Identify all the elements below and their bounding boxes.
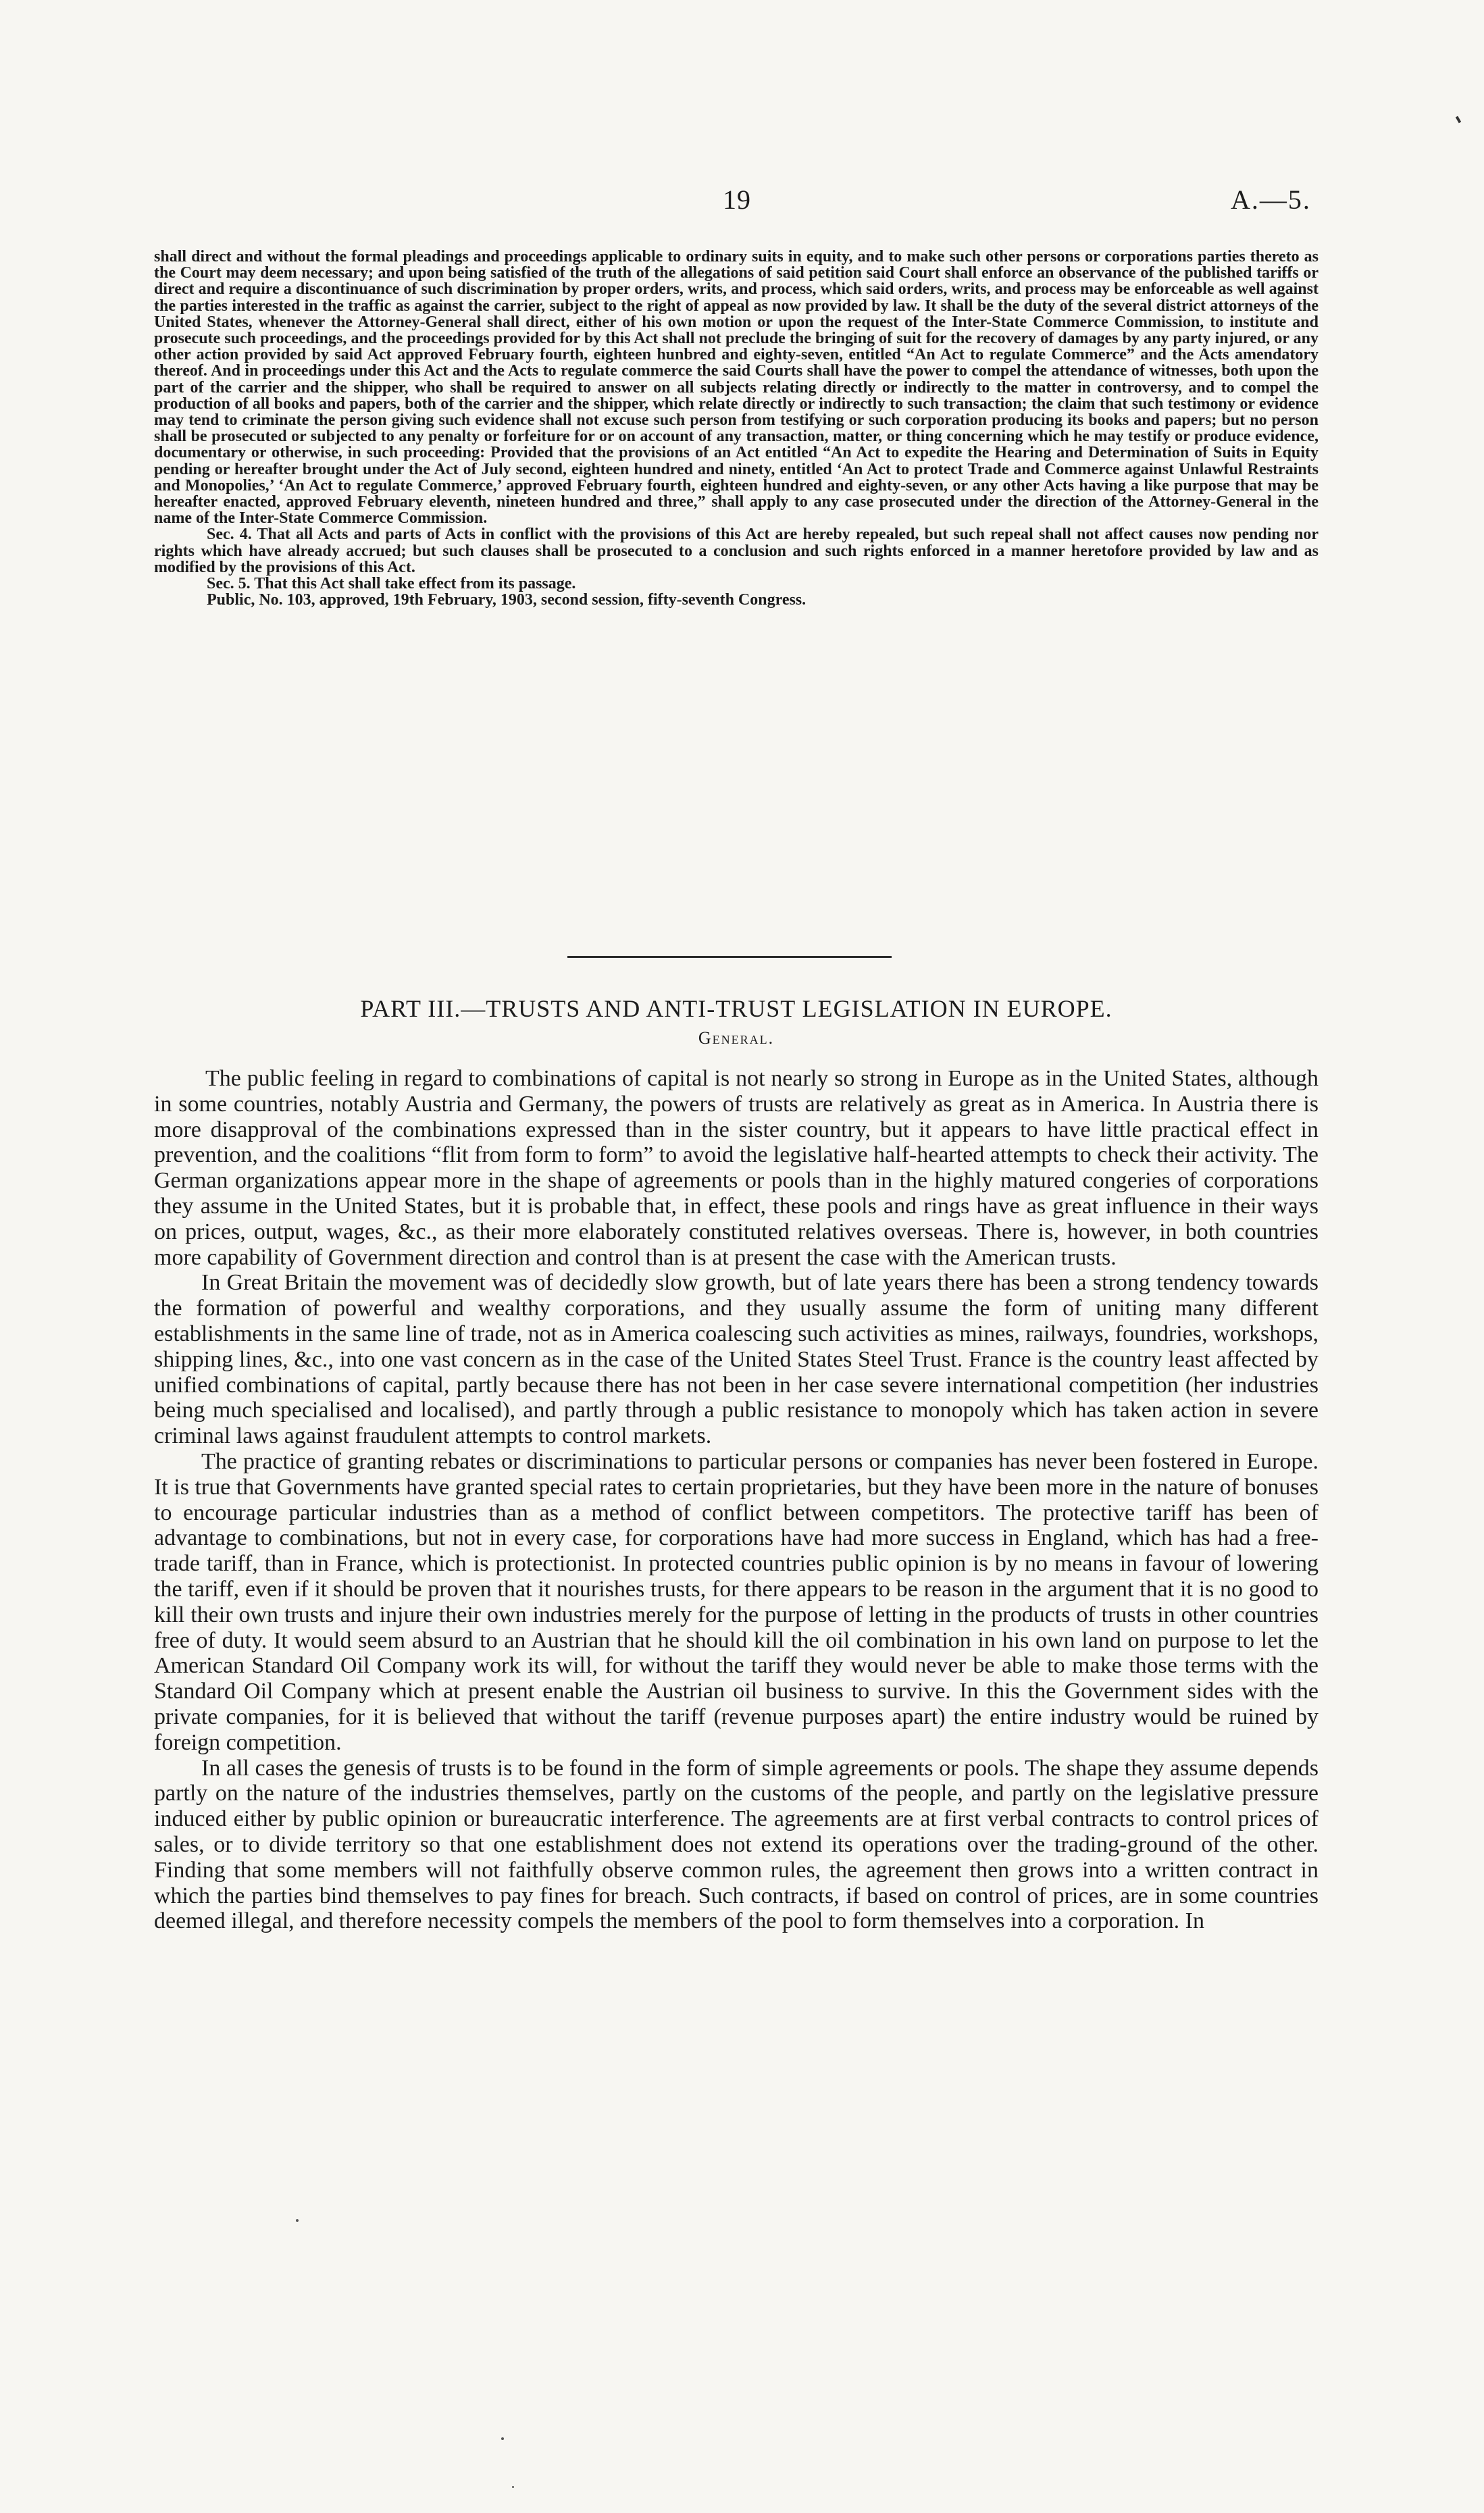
- scan-speck: [296, 2219, 299, 2222]
- statute-text-block: [154, 249, 1319, 608]
- statute-paragraph-continued: shall direct and without the formal pleadings and proceedings applicable to ordinary suits in equity, and to make such other persons or corporations parties thereto as the Court may deem necessary; and upon being satisfied of the truth of the allegations of said petition said Court shall enforce an observance of the published tariffs or direct and require a discontinuance of such discrimination by proper orders, writs, and process, which said orders, writs, and process may be enforceable as well against the parties interested in the traffic as against the carrier, subject to the right of appeal as now provided by law. It shall be the duty of the several district attorneys of the United States, whenever the Attorney-General shall direct, either of his own motion or upon the request of the Inter-State Commerce Commission, to institute and prosecute such proceedings, and the proceedings provided for by this Act shall not preclude the bringing of suit for the recovery of damages by any party injured, or any other action provided by said Act approved February fourth, eighteen hunbred and eighty-seven, entitled “An Act to regulate Commerce” and the Acts amendatory thereof. And in proceedings under this Act and the Acts to regulate commerce the said Courts shall have the power to compel the attendance of witnesses, both upon the part of the carrier and the shipper, who shall be required to answer on all subjects relating directly or indirectly to the matter in controversy, and to compel the production of all books and papers, both of the carrier and the shipper, which relate directly or indirectly to such transaction; the claim that such testimony or evidence may tend to criminate the person giving such evidence shall not excuse such person from testifying or such corporation producing its books and papers; but no person shall be prosecuted or subjected to any penalty or forfeiture for or on account of any transaction, matter, or thing concerning which he may testify or produce evidence, documentary or otherwise, in such proceeding: Provided that the provisions of an Act entitled “An Act to expedite the Hearing and Determination of Suits in Equity pending or hereafter brought under the Act of July second, eighteen hundred and ninety, entitled ‘An Act to protect Trade and Commerce against Unlawful Restraints and Monopolies,’ ‘An Act to regulate Commerce,’ approved February fourth, eighteen hundred and eighty-seven, or any other Acts having a like purpose that may be hereafter enacted, approved February eleventh, nineteen hundred and three,” shall apply to any case prosecuted under the direction of the Attorney-General in the name of the Inter-State Commerce Commission.: [154, 248, 1319, 528]
- part-heading: PART III.—TRUSTS AND ANTI-TRUST LEGISLATION IN EUROPE.: [360, 995, 1112, 1022]
- body-text-block: [154, 1066, 1319, 1934]
- paper-number: A.—5.: [1231, 184, 1311, 215]
- stray-mark: [1456, 116, 1461, 124]
- body-paragraph: In Great Britain the movement was of decidedly slow growth, but of late years there has been a strong tendency towards the formation of powerful and wealthy corporations, and they usually assume the form of uniting many different establishments in the same line of trade, not as in America coalescing such activities as mines, railways, foundries, workshops, shipping lines, &c., into one vast concern as in the case of the United States Steel Trust. France is the country least affected by unified combinations of capital, partly because there has not been in her case severe international competition (her industries being much specialised and localised), and partly through a public resistance to monopoly which has taken action in severe criminal laws against fraudulent attempts to control markets.: [154, 1270, 1319, 1449]
- section-heading: General.: [698, 1028, 775, 1048]
- body-paragraph: The practice of granting rebates or discriminations to particular persons or companies has never been fostered in Europe. It is true that Governments have granted special rates to certain proprietaries, but they have been more in the nature of bonuses to encourage particular industries than as a method of conflict between competitors. The protective tariff has been of advantage to combinations, but not in every case, for corporations have had more success in England, which has had a free-trade tariff, than in France, which is protectionist. In protected countries public opinion is by no means in favour of lowering the tariff, even if it should be proven that it nourishes trusts, for there appears to be reason in the argument that it is no good to kill their own trusts and injure their own industries merely for the purpose of letting in the products of trusts in other countries free of duty. It would seem absurd to an Austrian that he should kill the oil combination in his own land on purpose to let the American Standard Oil Company work its will, for without the tariff they would never be able to make those terms with the Standard Oil Company which at present enable the Austrian oil business to survive. In this the Government sides with the private companies, for it is believed that without the tariff (revenue purposes apart) the entire industry would be ruined by foreign competition.: [154, 1448, 1319, 1755]
- body-paragraph: The public feeling in regard to combinations of capital is not nearly so strong in Europe as in the United States, although in some countries, notably Austria and Germany, the powers of trusts are relatively as great as in America. In Austria there is more disapproval of the combinations expressed than in the sister country, but it appears to have little practical effect in prevention, and the coalitions “flit from form to form” to avoid the legislative half-hearted attempts to check their activity. The German organizations appear more in the shape of agreements or pools than in the highly matured congeries of corporations they assume in the United States, but it is probable that, in effect, these pools and rings have as great influence in their ways on prices, output, wages, &c., as their more elaborately constituted relatives overseas. There is, however, in both countries more capability of Government direction and control than is at present the case with the American trusts.: [154, 1066, 1319, 1270]
- statute-section-5: Sec. 5. That this Act shall take effect from its passage.: [207, 575, 576, 593]
- scan-speck: [512, 2486, 514, 2488]
- statute-section-4: Sec. 4. That all Acts and parts of Acts in conflict with the provisions of this Act are hereby repealed, but such repeal shall not affect causes now pending nor rights which have already accrued; but such clauses shall be prosecuted to a conclusion and such rights enforced in a manner heretofore provided by law and as modified by the provisions of this Act.: [154, 526, 1319, 576]
- section-divider: [567, 956, 892, 958]
- scan-speck: [501, 2437, 504, 2440]
- page-number: 19: [723, 184, 751, 215]
- statute-citation: Public, No. 103, approved, 19th February, 1903, second session, fifty-seventh Congress.: [207, 591, 807, 609]
- body-paragraph: In all cases the genesis of trusts is to be found in the form of simple agreements or pools. The shape they assume depends partly on the nature of the industries themselves, partly on the customs of the people, and partly on the legislative pressure induced either by public opinion or bureaucratic interference. The agreements are at first verbal contracts to control prices of sales, or to divide territory so that one establishment does not extend its operations over the trading-ground of the other. Finding that some members will not faithfully observe common rules, the agreement then grows into a written contract in which the parties bind themselves to pay fines for breach. Such contracts, if based on control of prices, are in some countries deemed illegal, and therefore necessity compels the members of the pool to form themselves into a corporation. In: [154, 1755, 1319, 1934]
